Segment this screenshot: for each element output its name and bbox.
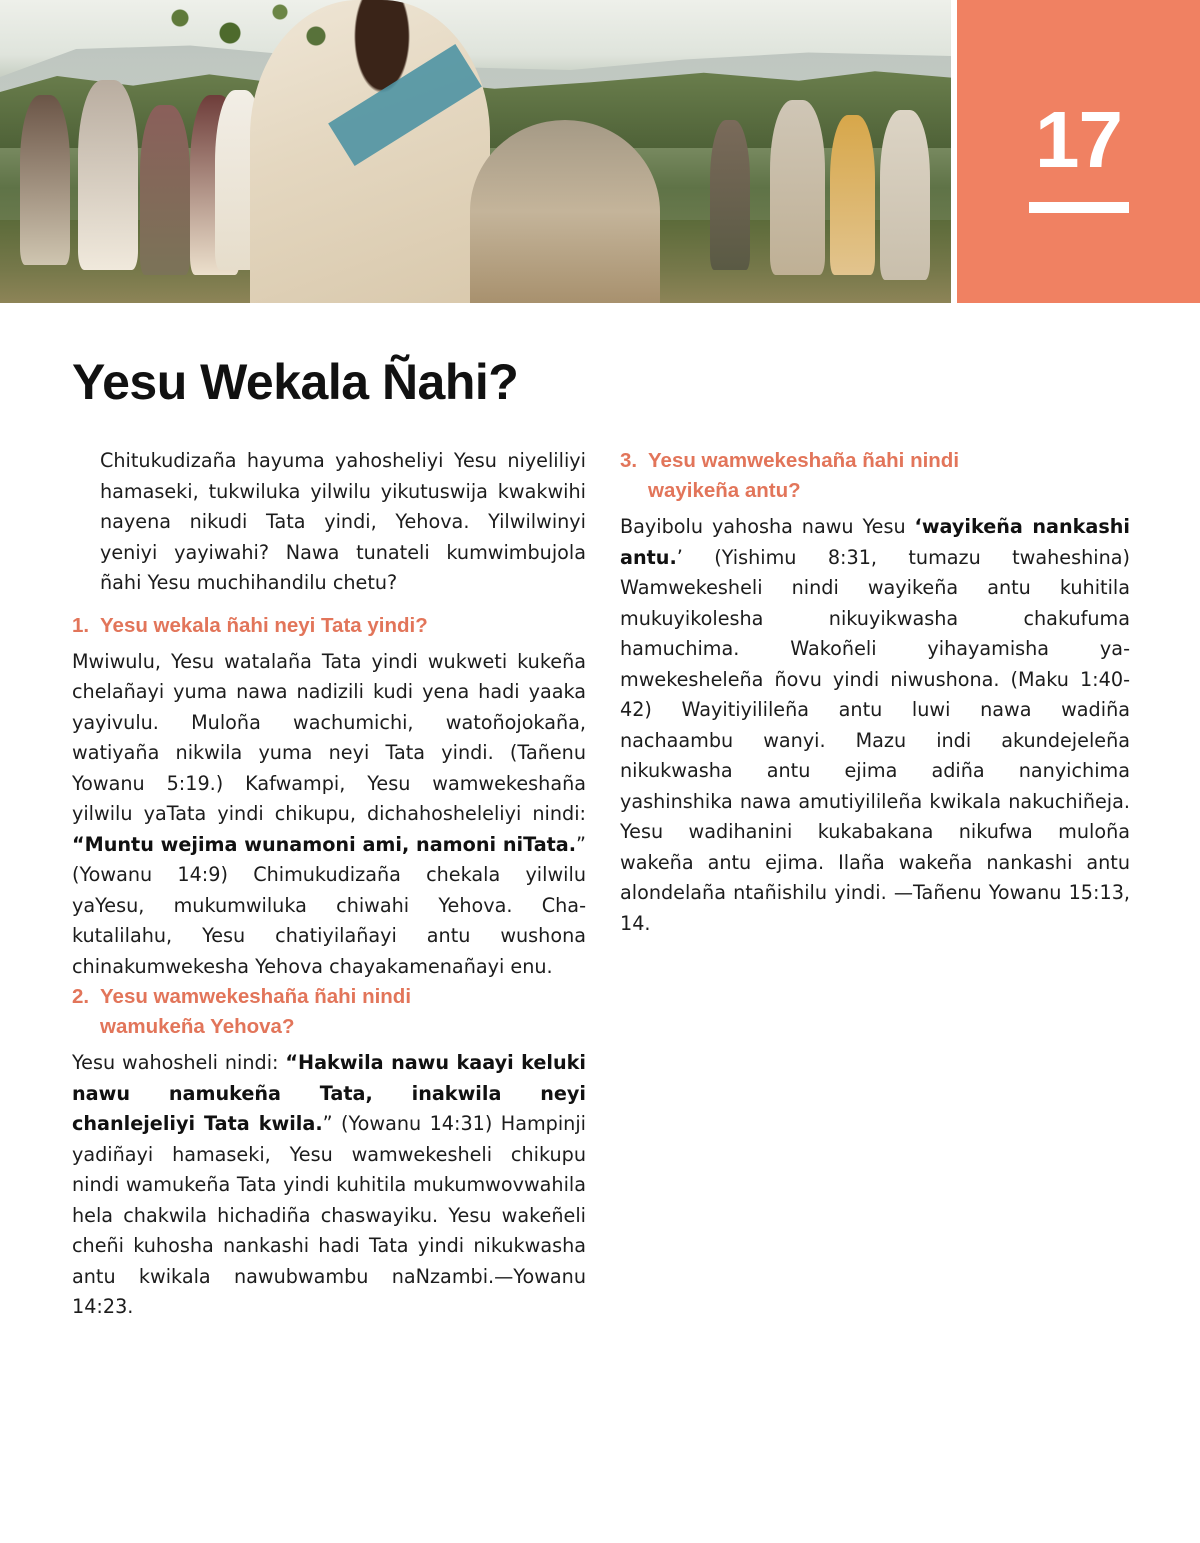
page-title: Yesu Wekala Ñahi? bbox=[72, 354, 519, 410]
answer-text: Bayibolu yahosha nawu Yesu bbox=[620, 515, 915, 538]
answer-text: Yesu wahosheli nindi: bbox=[72, 1051, 286, 1074]
chapter-badge bbox=[957, 0, 1200, 303]
hero-figure-kneeling-man bbox=[470, 120, 660, 303]
answer-text: ” (Yowanu 14:9) Chimukudizaña chekala yilwilu yaYesu, mukumwiluka chiwahi Yehova. Chakutalilahu, Yesu chatiyilañayi antu wushona chinakumwekesha Yehova chayakamenañayi enu. bbox=[72, 832, 586, 978]
question-3 bbox=[620, 446, 1130, 506]
question-number: 3. bbox=[620, 449, 638, 472]
question-text: Yesu wamwekeshaña ñahi nindi wayikeña antu? bbox=[648, 449, 960, 502]
hero-image bbox=[0, 0, 951, 303]
question-number: 2. bbox=[72, 985, 90, 1008]
question-text: Yesu wamwekeshaña ñahi nindi wamukeña Yehova? bbox=[100, 985, 412, 1038]
hero-figure bbox=[20, 95, 70, 265]
hero-figure bbox=[770, 100, 825, 275]
question-2 bbox=[72, 982, 586, 1042]
chapter-number: 17 bbox=[1035, 95, 1122, 184]
question-1 bbox=[72, 611, 586, 641]
answer-text: Mwiwulu, Yesu watalaña Tata yindi wukweti kukeña chelañayi yuma nawa nadizili kudi yena hadi yaaka yayivulu. Muloña wachumichi, watoñojokaña, watiyaña nikwila yuma neyi Tata yindi. (Tañenu Yowanu 5:19.) Kafwampi, Yesu wamwekeshaña yilwilu yaTata yindi chikupu, dichahosheleliyi nindi: bbox=[72, 649, 586, 825]
hero-figure bbox=[710, 120, 750, 270]
hero-leaves bbox=[140, 0, 340, 60]
hero-figure bbox=[880, 110, 930, 280]
answer-quote: “Hakwila nawu kaayi keluki nawu namukeña Tata, inakwila neyi chanlejeliyi Tata kwila. bbox=[72, 1051, 586, 1135]
intro-paragraph: Chitukudizaña hayuma yahosheliyi Yesu niyeliliyi hamaseki, tukwiluka yilwilu yikutuswija kwakwihi nayena nikudi Tata yindi, Yehova. Yilwilwinyi yeniyi yayiwahi? Nawa tunateli kumwimbujola ñahi Yesu muchihandilu chetu? bbox=[100, 449, 586, 594]
right-column bbox=[620, 446, 1130, 939]
question-number: 1. bbox=[72, 613, 90, 637]
answer-text: ” (Yowanu 14:31) Hampinji yadiñayi hamaseki, Yesu wamwekesheli chikupu nindi wamukeña Tata yindi kuhitila mukumwovwahila hela chakwila hichadiña chaswayiku. Yesu wakeñeli cheñi kuhosha nankashi hadi Tata yindi nikukwasha antu kwikala nawubwambu naNzambi.—Yowanu 14:23. bbox=[72, 1112, 586, 1318]
question-text: Yesu wekala ñahi neyi Tata yindi? bbox=[100, 613, 428, 637]
hero-figure bbox=[78, 80, 138, 270]
chapter-underline bbox=[1029, 202, 1129, 213]
hero-figure bbox=[140, 105, 190, 275]
answer-1 bbox=[72, 647, 586, 983]
answer-2 bbox=[72, 1048, 586, 1323]
answer-text: ’ (Yishimu 8:31, tumazu twaheshina) Wamwekesheli nindi wayikeña antu kuhitila mukuyikolesha nikuyikwasha chakufuma hamuchima. Wakoñeli yihayamisha yamwekesheleña ñovu yindi niwushona. (Maku 1:40-42) Wayitiyilileña antu luwi nawa wadiña nachaambu wanyi. Mazu indi akundejeleña nikukwasha antu ejima adiña nanyichima yashinshika nawa amutiyilileña kwikala nakuchiñeja. Yesu wadihanini kukabakana nikufwa muloña wakeña antu ejima. Ilaña wakeña nankashi antu alondelaña ntañishilu yindi. —Tañenu Yowanu 15:13, 14. bbox=[620, 545, 1130, 935]
answer-quote: “Muntu wejima wunamoni ami, namoni niTata. bbox=[72, 832, 577, 856]
left-column bbox=[72, 446, 586, 1323]
hero-figure bbox=[830, 115, 875, 275]
answer-3 bbox=[620, 512, 1130, 939]
answer-quote: ‘wayikeña nankashi antu. bbox=[620, 515, 1131, 569]
